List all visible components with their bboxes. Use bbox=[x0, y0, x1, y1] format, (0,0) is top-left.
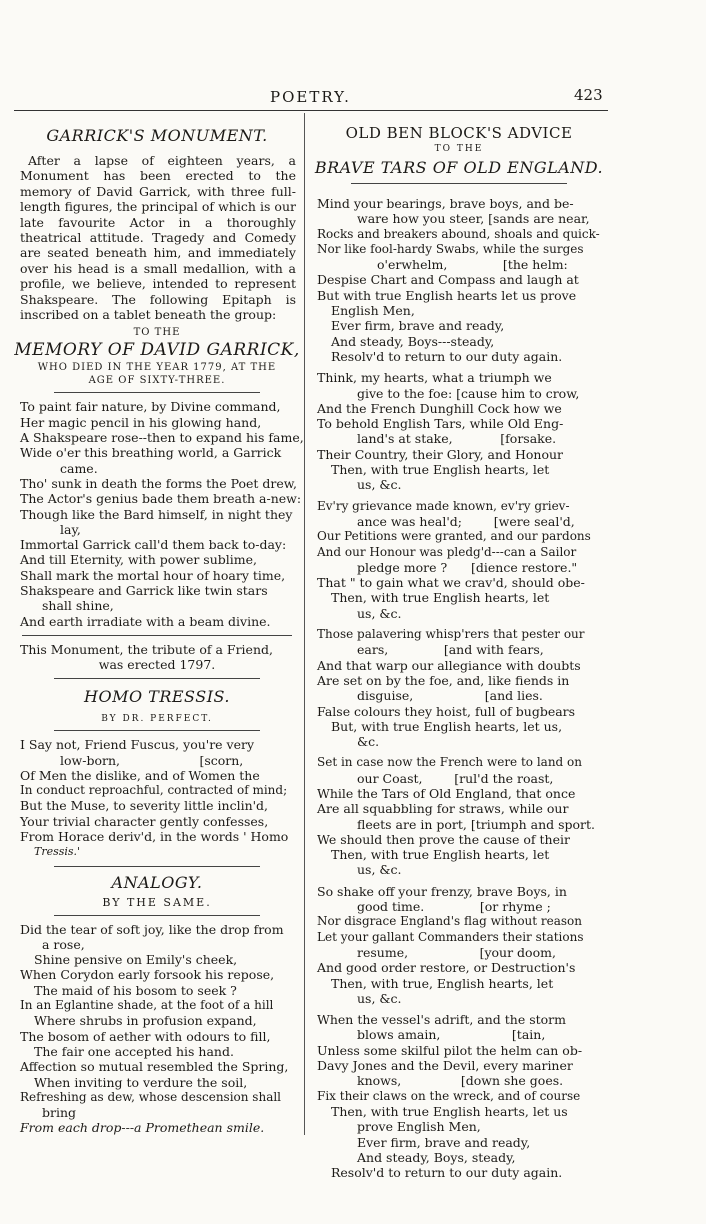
verse-line: us, &c. bbox=[357, 990, 402, 1006]
verse-line: And good order restore, or Destruction's bbox=[317, 960, 576, 976]
verse-line: Ever firm, brave and ready, bbox=[331, 318, 505, 334]
verse-line: ears, [and with fears, bbox=[357, 642, 544, 658]
verse-line: Our Petitions were granted, and our pardons bbox=[317, 529, 591, 544]
stanza bbox=[317, 499, 607, 621]
garrick-title: GARRICK'S MONUMENT. bbox=[46, 126, 268, 145]
verse-line: Shine pensive on Emily's cheek, bbox=[34, 952, 238, 968]
verse-line: us, &c. bbox=[357, 477, 402, 493]
verse-line: And earth irradiate with a beam divine. bbox=[20, 613, 271, 629]
section-separator bbox=[54, 678, 260, 679]
column-divider bbox=[304, 113, 305, 1135]
verse-line: ware how you steer, [sands are near, bbox=[357, 211, 590, 227]
verse-line: Did the tear of soft joy, like the drop from bbox=[20, 921, 284, 937]
verse-line: When the vessel's adrift, and the storm bbox=[317, 1012, 567, 1028]
verse-line: When inviting to verdure the soil, bbox=[34, 1074, 248, 1090]
verse-line: prove English Men, bbox=[357, 1119, 481, 1135]
verse-line: Where shrubs in profusion expand, bbox=[34, 1013, 257, 1029]
verse-line: Resolv'd to return to our duty again. bbox=[331, 348, 563, 364]
verse-line: Despise Chart and Compass and laugh at bbox=[317, 272, 579, 288]
verse-line: land's at stake, [forsake. bbox=[357, 431, 557, 447]
verse-line: Set in case now the French were to land on bbox=[317, 755, 583, 770]
memory-title: MEMORY OF DAVID GARRICK, bbox=[14, 340, 300, 361]
verse-line: our Coast, [rul'd the roast, bbox=[357, 770, 554, 786]
verse-line: But the Muse, to severity little inclin'd, bbox=[20, 798, 269, 814]
stanza bbox=[317, 627, 607, 749]
verse-line: English Men, bbox=[331, 303, 415, 319]
verse-line: And the French Dunghill Cock how we bbox=[317, 400, 562, 416]
verse-line: Nor disgrace England's flag without reason bbox=[317, 914, 583, 929]
verse-line: Shall mark the mortal hour of hoary time, bbox=[20, 567, 286, 583]
verse-line: us, &c. bbox=[357, 862, 402, 878]
verse-line: Mind your bearings, brave boys, and be- bbox=[317, 196, 574, 211]
verse-line: And our Honour was pledg'd---can a Sailor bbox=[317, 544, 577, 559]
ben-block-to-the: TO THE bbox=[434, 144, 484, 154]
verse-line: Resolv'd to return to our duty again. bbox=[331, 1165, 563, 1181]
verse-line: And steady, Boys---steady, bbox=[331, 333, 495, 349]
verse-line: So shake off your frenzy, brave Boys, in bbox=[317, 883, 567, 899]
verse-line: But, with true English hearts, let us, bbox=[331, 718, 563, 734]
verse-line: Immortal Garrick call'd them back to-day: bbox=[20, 537, 287, 553]
verse-line: came. bbox=[60, 460, 98, 476]
verse-line: fleets are in port, [triumph and sport. bbox=[357, 816, 596, 832]
verse-line: Tho' sunk in death the forms the Poet drew, bbox=[20, 475, 297, 491]
verse-line: a rose, bbox=[42, 936, 85, 952]
garrick-intro: After a lapse of eighteen years, a Monument has been erected to the memory of David Garrick, with three full-length figures, the principal of which is our late favourite Actor in a thoroughly theatrical attitude. Tragedy and Comedy are seated beneath him, and immediately over his head is a small medallion, with a profile, we believe, intended to represent Shakspeare. The following Epitaph is inscribed on a tablet beneath the group: bbox=[20, 153, 296, 323]
verse-line: Refreshing as dew, whose descension shall bbox=[20, 1089, 282, 1104]
verse-line: While the Tars of Old England, that once bbox=[317, 785, 576, 801]
stanza bbox=[317, 1012, 607, 1180]
verse-line: Fix their claws on the wreck, and of course bbox=[317, 1088, 581, 1103]
verse-line: Your trivial character gently confesses, bbox=[20, 813, 269, 829]
garrick-epitaph bbox=[20, 399, 304, 629]
verse-line: Rocks and breakers abound, shoals and quick- bbox=[317, 226, 600, 241]
verse-line: The bosom of aether with odours to fill, bbox=[20, 1028, 271, 1044]
verse-line: A Shakspeare rose--then to expand his fame, bbox=[20, 430, 304, 446]
verse-line: Wide o'er this breathing world, a Garrick bbox=[20, 445, 282, 461]
running-head bbox=[0, 88, 706, 108]
monument-closing-2: was erected 1797. bbox=[98, 657, 216, 673]
verse-line: From Horace deriv'd, in the words ' Homo bbox=[20, 829, 289, 844]
verse-line: o'erwhelm, [the helm: bbox=[377, 257, 568, 273]
verse-line: And that warp our allegiance with doubts bbox=[317, 657, 581, 673]
verse-line: knows, [down she goes. bbox=[357, 1073, 564, 1089]
verse-line: The fair one accepted his hand. bbox=[34, 1043, 234, 1059]
verse-line: False colours they hoist, full of bugbears bbox=[317, 703, 576, 719]
verse-line: Those palavering whisp'rers that pester our bbox=[317, 627, 585, 642]
verse-line: resume, [your doom, bbox=[357, 944, 556, 960]
analogy-poem bbox=[20, 922, 300, 1136]
verse-line: pledge more ? [dience restore." bbox=[357, 559, 578, 575]
verse-line: &c. bbox=[357, 734, 380, 750]
verse-line: Unless some skilful pilot the helm can ob- bbox=[317, 1042, 583, 1058]
verse-line: low-born, [scorn, bbox=[60, 752, 244, 768]
died-line-2: AGE OF SIXTY-THREE. bbox=[88, 375, 226, 387]
left-column bbox=[14, 118, 304, 1136]
verse-line: shall shine, bbox=[42, 598, 114, 614]
verse-line: bring bbox=[42, 1105, 77, 1121]
verse-line: To behold English Tars, while Old Eng- bbox=[317, 416, 564, 432]
verse-line: Then, with true English hearts, let bbox=[331, 590, 550, 606]
analogy-title: ANALOGY. bbox=[111, 872, 203, 892]
verse-line: Her magic pencil in his glowing hand, bbox=[20, 414, 262, 430]
verse-line: Ev'ry grievance made known, ev'ry griev- bbox=[317, 498, 570, 513]
stanza bbox=[317, 196, 607, 364]
verse-line: Then, with true English hearts, let bbox=[331, 847, 550, 863]
verse-line: Think, my hearts, what a triumph we bbox=[317, 370, 552, 386]
verse-line: Then, with true English hearts, let bbox=[331, 462, 550, 478]
header-rule bbox=[14, 110, 608, 111]
verse-line: Shakspeare and Garrick like twin stars bbox=[20, 583, 268, 599]
verse-line: The maid of his bosom to seek ? bbox=[34, 982, 237, 998]
page-number: 423 bbox=[574, 86, 603, 104]
verse-line: Then, with true English hearts, let us bbox=[331, 1103, 568, 1119]
verse-line: But with true English hearts let us prove bbox=[317, 287, 577, 303]
verse-line: When Corydon early forsook his repose, bbox=[20, 967, 275, 983]
section-separator bbox=[351, 183, 567, 184]
stanza bbox=[317, 755, 607, 877]
section-separator bbox=[54, 866, 260, 867]
died-line-1: WHO DIED IN THE YEAR 1779, AT THE bbox=[37, 362, 277, 374]
analogy-byline: BY THE SAME. bbox=[102, 895, 212, 909]
homo-poem bbox=[20, 737, 300, 859]
section-separator bbox=[22, 635, 292, 636]
ben-block-title: OLD BEN BLOCK'S ADVICE bbox=[345, 124, 573, 142]
section-separator bbox=[54, 730, 260, 731]
verse-line: Their Country, their Glory, and Honour bbox=[317, 446, 564, 462]
verse-line: give to the foe: [cause him to crow, bbox=[357, 385, 580, 401]
verse-line: disguise, [and lies. bbox=[357, 688, 543, 704]
verse-line: That " to gain what we crav'd, should obe- bbox=[317, 575, 585, 591]
verse-line: lay, bbox=[60, 521, 81, 537]
garrick-to-the: TO THE bbox=[133, 327, 181, 339]
verse-line: We should then prove the cause of their bbox=[317, 831, 570, 847]
homo-byline: BY DR. PERFECT. bbox=[101, 714, 213, 725]
verse-line: Nor like fool-hardy Swabs, while the surges bbox=[317, 241, 584, 256]
right-column bbox=[311, 118, 607, 1180]
running-title: POETRY. bbox=[270, 88, 351, 106]
stanza bbox=[317, 884, 607, 1006]
stanza bbox=[317, 370, 607, 492]
verse-line: I Say not, Friend Fuscus, you're very bbox=[20, 737, 255, 753]
verse-line: And steady, Boys, steady, bbox=[357, 1149, 516, 1165]
verse-line: Are set on by the foe, and, like fiends in bbox=[317, 672, 570, 688]
verse-line: From each drop---a Promethean smile. bbox=[20, 1120, 265, 1136]
verse-line: ance was heal'd; [were seal'd, bbox=[357, 513, 575, 529]
monument-closing-1: This Monument, the tribute of a Friend, bbox=[20, 641, 273, 657]
homo-title: HOMO TRESSIS. bbox=[84, 687, 230, 707]
verse-line: To paint fair nature, by Divine command, bbox=[20, 399, 281, 415]
verse-line: In an Eglantine shade, at the foot of a hill bbox=[20, 998, 274, 1013]
section-separator bbox=[54, 915, 260, 916]
verse-line: blows amain, [tain, bbox=[357, 1027, 546, 1043]
verse-line: good time. [or rhyme ; bbox=[357, 899, 551, 915]
ben-block-subtitle: BRAVE TARS OF OLD ENGLAND. bbox=[314, 158, 604, 177]
verse-line: Let your gallant Commanders their stations bbox=[317, 929, 584, 944]
verse-line: Tressis.' bbox=[34, 845, 81, 859]
verse-line: Are all squabbling for straws, while our bbox=[317, 801, 569, 817]
verse-line: Affection so mutual resembled the Spring, bbox=[20, 1059, 289, 1075]
verse-line: And till Eternity, with power sublime, bbox=[20, 552, 257, 568]
verse-line: In conduct reproachful, contracted of mind; bbox=[20, 783, 288, 798]
verse-line: Davy Jones and the Devil, every mariner bbox=[317, 1058, 573, 1074]
verse-line: Of Men the dislike, and of Women the bbox=[20, 767, 260, 783]
verse-line: Ever firm, brave and ready, bbox=[357, 1134, 531, 1150]
verse-line: us, &c. bbox=[357, 605, 402, 621]
section-separator bbox=[54, 392, 260, 393]
verse-line: The Actor's genius bade them breath a-new: bbox=[20, 491, 302, 507]
verse-line: Then, with true, English hearts, let bbox=[331, 975, 554, 991]
verse-line: Though like the Bard himself, in night they bbox=[20, 506, 293, 522]
